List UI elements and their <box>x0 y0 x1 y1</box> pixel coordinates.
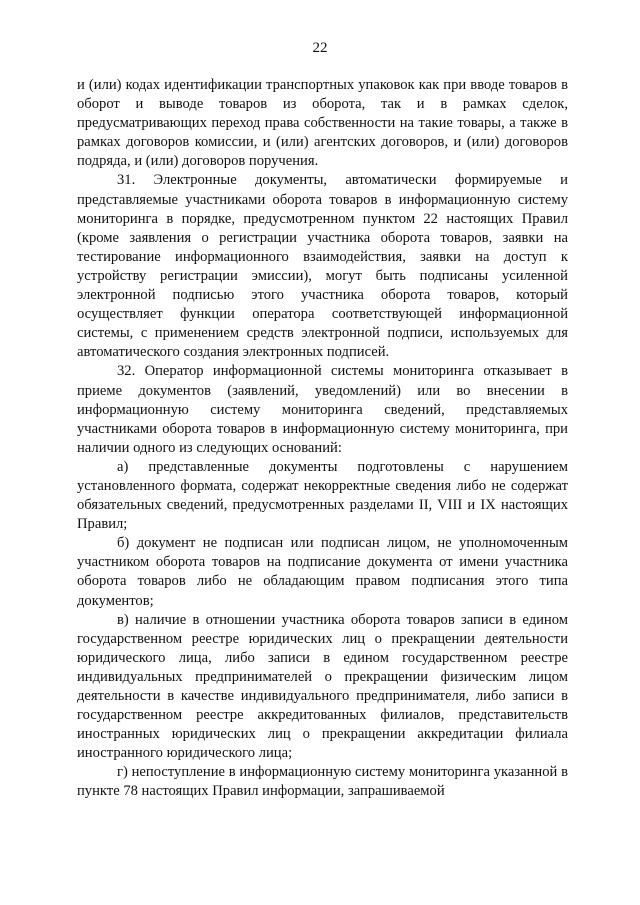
paragraph-clause-32: 32. Оператор информационной системы мониторинга отказывает в приеме документов (заявлений, уведомлений) или во внесении в информационную систему мониторинга сведений, представляемых участниками оборота товаров в информационную систему мониторинга, при наличии одного из следующих оснований: <box>77 363 568 456</box>
document-body <box>77 76 568 802</box>
paragraph-clause-31: 31. Электронные документы, автоматически формируемые и представляемые участниками оборота товаров в информационную систему мониторинга в порядке, предусмотренном пунктом 22 настоящих Правил (кроме заявления о регистрации участника оборота товаров, заявки на тестирование информационного взаимодействия, заявки на доступ к устройству регистрации эмиссии), могут быть подписаны усиленной электронной подписью этого участника оборота товаров, который осуществляет функции оператора соответствующей информационной системы, с применением средств электронной подписи, используемых для автоматического создания электронных подписей. <box>77 172 568 361</box>
paragraph-subclause-g: г) непоступление в информационную систему мониторинга указанной в пункте 78 настоящих Правил информации, запрашиваемой <box>77 764 568 800</box>
paragraph-subclause-a: а) представленные документы подготовлены с нарушением установленного формата, содержат некорректные сведения либо не содержат обязательных сведений, предусмотренных разделами II, VIII и IX настоящих Правил; <box>77 458 568 533</box>
paragraph-subclause-b: б) документ не подписан или подписан лицом, не уполномоченным участником оборота товаров на подписание документа от имени участника оборота товаров либо не обладающим правом подписания этого типа документов; <box>77 535 568 609</box>
page-number: 22 <box>312 40 328 56</box>
paragraph-subclause-v: в) наличие в отношении участника оборота товаров записи в едином государственном реестре юридических лиц о прекращении деятельности юридического лица, либо записи в едином государственном реестре индивидуальных предпринимателей о прекращении физическим лицом деятельности в качестве индивидуального предпринимателя, либо записи в государственном реестре аккредитованных филиалов, представительств иностранных юридических лиц о прекращении аккредитации филиала иностранного юридического лица; <box>77 611 568 762</box>
paragraph-continuation: и (или) кодах идентификации транспортных упаковок как при вводе товаров в оборот и выводе товаров из оборота, так и в рамках сделок, предусматривающих переход права собственности на такие товары, а также в рамках договоров комиссии, и (или) агентских договоров, и (или) договоров подряда, и (или) договоров поручения. <box>77 77 568 170</box>
